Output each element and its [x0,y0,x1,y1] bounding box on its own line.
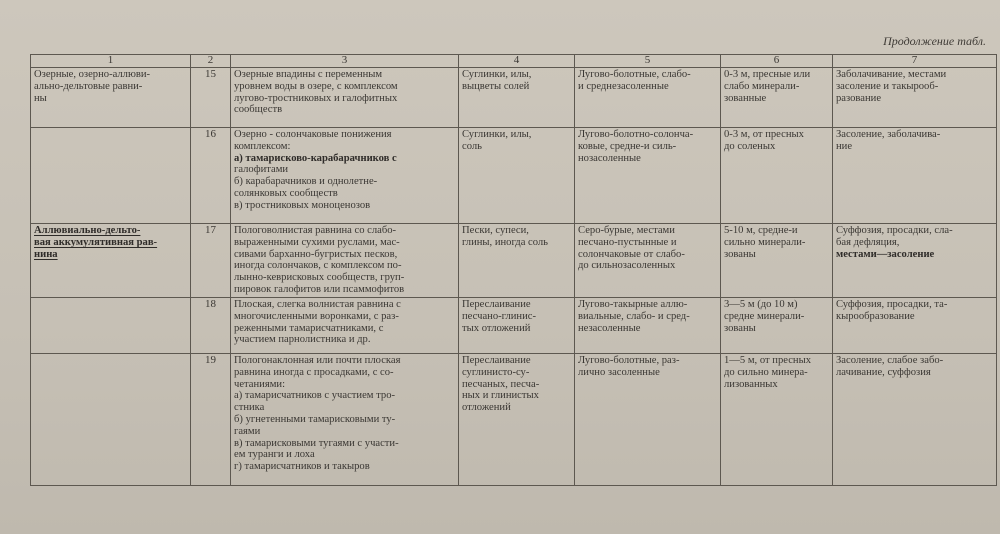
text-line: Переслаивание [462,355,531,366]
text-line: песчаных, песча- [462,378,540,390]
text-line: Серо-бурые, местами [578,225,675,236]
text-line: ны [34,92,47,104]
soils-cell [575,224,721,298]
text-line: в) тамарисковыми тугаями с участи- [234,437,399,449]
text-line: Озерно - солончаковые понижения [234,129,392,140]
table-continuation-caption: Продолжение табл. [883,34,986,48]
text-line: ем туранги и лоха [234,449,315,461]
table-row [31,128,997,224]
text-line: песчано-пустынные и [578,236,677,248]
text-line: 3—5 м (до 10 м) [724,299,798,310]
soils-cell [575,354,721,486]
text-line: Лугово-болотные, раз- [578,355,680,366]
text-line: разование [836,92,882,104]
text-line: Пологонаклонная или почти плоская [234,355,401,366]
col-header-1: 1 [31,55,191,68]
text-line: галофитами [234,164,289,176]
text-line: Засоление, заболачива- [836,129,941,140]
deposits-cell [459,68,575,128]
text-line: Пологоволнистая равнина со слабо- [234,225,397,236]
text-line: отложений [462,402,511,414]
text-line: б) угнетенными тамарисковыми ту- [234,413,396,425]
text-line: виальные, слабо- и сред- [578,310,690,322]
text-line: зованные [724,92,767,104]
processes-cell [833,68,997,128]
text-line: 1—5 м, от пресных [724,355,811,366]
data-table [30,54,997,486]
col-header-3: 3 [231,55,459,68]
text-line: реженными тамарисчатниками, с [234,322,384,334]
text-line: сильно минерали- [724,236,806,248]
text-line: сивами барханно-бугристых песков, [234,248,398,260]
groundwater-cell [721,224,833,298]
group-name-cell-continued [31,128,191,224]
text-line: 0-3 м, от пресных [724,129,804,140]
text-line: и среднезасоленные [578,80,669,92]
text-line: Суглинки, илы, [462,69,532,80]
processes-cell [833,224,997,298]
text-line: Суглинки, илы, [462,129,532,140]
landscape-description [231,128,459,224]
text-line: до сильно минера- [724,366,808,378]
deposits-cell [459,224,575,298]
table-row [31,224,997,298]
table-row [31,354,997,486]
text-line: кырообразование [836,310,915,322]
text-line: нозасоленные [578,152,641,164]
text-line: пировок галофитов или псаммофитов [234,283,405,295]
text-line: Пески, супеси, [462,225,529,236]
col-header-6: 6 [721,55,833,68]
text-line: Переслаивание [462,299,531,310]
text-line: незасоленные [578,322,641,334]
groundwater-cell [721,128,833,224]
text-line: Аллювиально-дельто- [34,225,141,236]
text-line: равнина иногда с просадками, с со- [234,366,394,378]
text-line: лугово-тростниковых и галофитных [234,92,398,104]
text-line: многочисленными воронками, с раз- [234,310,399,322]
text-line: выцветы солей [462,80,530,92]
text-line: ние [836,140,853,152]
text-line: бая дефляция, [836,236,900,248]
text-line: комплексом: [234,140,291,152]
text-line: средне минерали- [724,310,805,322]
text-line: нина [34,248,58,260]
groundwater-cell [721,68,833,128]
text-line: гаями [234,425,261,437]
col-header-5: 5 [575,55,721,68]
header-row [31,55,997,68]
text-line: сообществ [234,104,283,116]
text-line: вая аккумулятивная рав- [34,236,158,248]
text-line: Лугово-болотные, слабо- [578,69,691,80]
row-number: 18 [191,298,231,354]
text-line: ных и глинистых [462,390,539,402]
text-line: лизованных [724,378,778,390]
text-line: зованы [724,248,756,260]
text-line: Лугово-болотно-солончa- [578,129,694,140]
processes-cell [833,354,997,486]
text-line: 0-3 м, пресные или [724,69,811,80]
text-line: песчано-глинис- [462,310,536,322]
soils-cell [575,128,721,224]
soils-cell [575,298,721,354]
text-line: засоление и такырооб- [836,80,939,92]
text-line: Засоление, слабое забо- [836,355,944,366]
text-line: а) тамарисково-карабарачников с [234,152,397,164]
text-line: ально-дельтовые равни- [34,80,143,92]
text-line: суглинисто-су- [462,366,530,378]
group-name-cell-continued [31,298,191,354]
text-line: иногда солончаков, с комплексом по- [234,260,402,272]
text-line: Заболачивание, местами [836,69,947,80]
text-line: четаниями: [234,378,286,390]
text-line: участием парнолистника и др. [234,334,371,346]
text-line: лынно-кеврисковых сообществ, груп- [234,272,405,284]
text-line: Суффозия, просадки, та- [836,299,948,310]
text-line: до сильнозасоленных [578,260,676,272]
text-line: выраженными сухими руслами, мас- [234,236,400,248]
text-line: местами—засоление [836,248,935,260]
text-line: стника [234,402,265,414]
landscape-description [231,224,459,298]
text-line: а) тамарисчатников с участием тро- [234,390,396,402]
deposits-cell [459,298,575,354]
text-line: Озерные, озерно-аллюви- [34,69,151,80]
text-line: соль [462,140,482,152]
text-line: солончаковые от слабо- [578,248,685,260]
row-number: 17 [191,224,231,298]
groundwater-cell [721,298,833,354]
text-line: лично засоленные [578,366,660,378]
row-number: 19 [191,354,231,486]
text-line: солянковых сообществ [234,187,338,199]
landscape-description [231,354,459,486]
text-line: б) карабарачников и однолетне- [234,176,378,188]
group-name-cell [31,224,191,298]
text-line: до соленых [724,140,776,152]
text-line: слабо минерали- [724,80,800,92]
group-name-cell [31,68,191,128]
deposits-cell [459,128,575,224]
processes-cell [833,128,997,224]
landscape-description [231,68,459,128]
text-line: ковые, средне-и силь- [578,140,677,152]
text-line: зованы [724,322,756,334]
text-line: 5-10 м, средне-и [724,225,798,236]
table-row [31,298,997,354]
col-header-4: 4 [459,55,575,68]
groundwater-cell [721,354,833,486]
group-name-cell-continued [31,354,191,486]
col-header-2: 2 [191,55,231,68]
table-row [31,68,997,128]
text-line: Озерные впадины с переменным [234,69,383,80]
text-line: в) тростниковых моноценозов [234,199,371,211]
text-line: тых отложений [462,322,531,334]
deposits-cell [459,354,575,486]
text-line: Плоская, слегка волнистая равнина с [234,299,401,310]
row-number: 16 [191,128,231,224]
text-line: Суффозия, просадки, сла- [836,225,953,236]
col-header-7: 7 [833,55,997,68]
landscape-description [231,298,459,354]
processes-cell [833,298,997,354]
text-line: г) тамарисчатников и такыров [234,461,370,473]
text-line: глины, иногда соль [462,236,549,248]
row-number: 15 [191,68,231,128]
soils-cell [575,68,721,128]
text-line: лачивание, суффозия [836,366,931,378]
text-line: уровнем воды в озере, с комплексом [234,80,398,92]
text-line: Лугово-такырные аллю- [578,299,688,310]
